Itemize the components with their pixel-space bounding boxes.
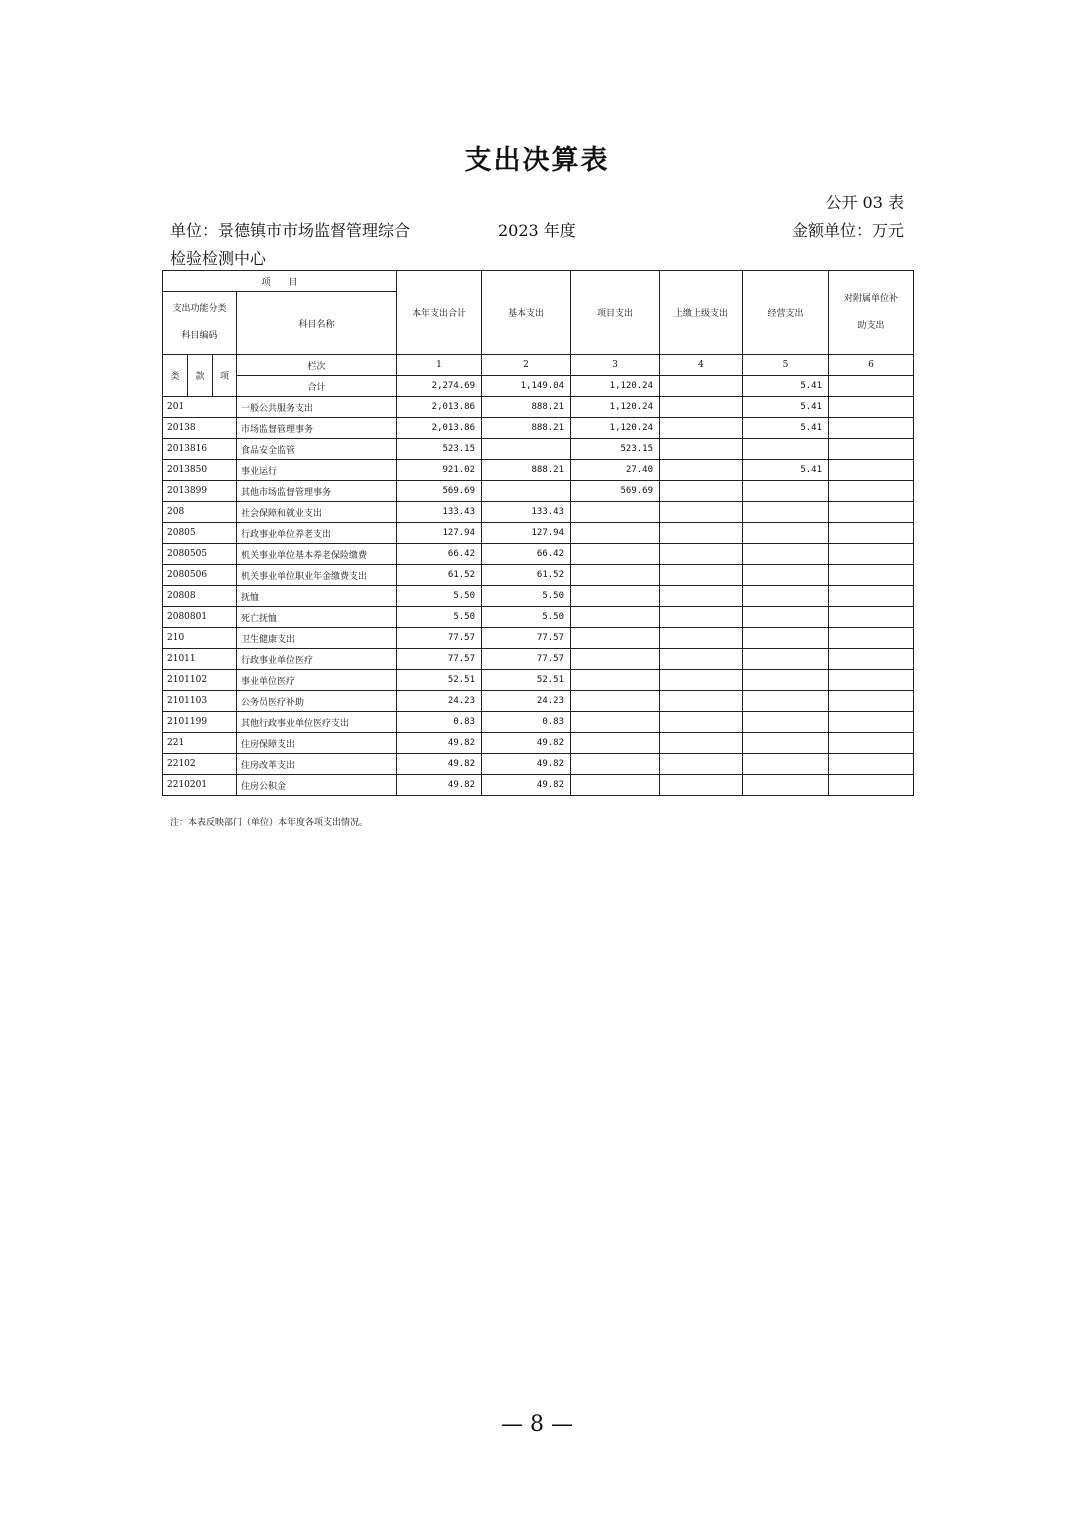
- row-c3: [571, 544, 660, 565]
- row-c5: 5.41: [743, 397, 829, 418]
- table-row: [163, 712, 914, 733]
- row-c6: [829, 544, 914, 565]
- table-row: [163, 439, 914, 460]
- row-c5: [743, 523, 829, 544]
- row-c1: 66.42: [397, 544, 482, 565]
- row-code: 2013850: [163, 460, 237, 481]
- table-row: [163, 397, 914, 418]
- header-row-3: [163, 355, 914, 376]
- table-body: [163, 397, 914, 796]
- row-c6: [829, 607, 914, 628]
- row-c5: [743, 628, 829, 649]
- row-c3: [571, 712, 660, 733]
- row-c2: 0.83: [482, 712, 571, 733]
- row-c6: [829, 691, 914, 712]
- row-code: 2080506: [163, 565, 237, 586]
- table-row: [163, 418, 914, 439]
- expenditure-table: [162, 270, 914, 796]
- total-label: 合计: [237, 376, 397, 397]
- row-name: 事业运行: [237, 460, 397, 481]
- row-c6: [829, 523, 914, 544]
- col-num-5: 5: [743, 355, 829, 376]
- row-code: 21011: [163, 649, 237, 670]
- row-c1: 0.83: [397, 712, 482, 733]
- row-c5: [743, 502, 829, 523]
- table-row: [163, 691, 914, 712]
- row-c4: [660, 565, 743, 586]
- row-c1: 49.82: [397, 733, 482, 754]
- row-c3: [571, 586, 660, 607]
- table-row: [163, 586, 914, 607]
- header-kuan: 款: [188, 355, 213, 397]
- row-c4: [660, 607, 743, 628]
- row-code: 20138: [163, 418, 237, 439]
- row-c6: [829, 754, 914, 775]
- row-c5: [743, 670, 829, 691]
- row-c2: 5.50: [482, 607, 571, 628]
- unit-label-continued: 检验检测中心: [170, 249, 267, 268]
- row-code: 2210201: [163, 775, 237, 796]
- row-c6: [829, 418, 914, 439]
- row-c5: [743, 586, 829, 607]
- row-c4: [660, 733, 743, 754]
- row-c5: [743, 481, 829, 502]
- row-name: 死亡抚恤: [237, 607, 397, 628]
- row-c2: 888.21: [482, 418, 571, 439]
- row-c4: [660, 397, 743, 418]
- row-c5: [743, 754, 829, 775]
- row-c4: [660, 418, 743, 439]
- row-c2: 24.23: [482, 691, 571, 712]
- row-code: 2013816: [163, 439, 237, 460]
- row-code: 208: [163, 502, 237, 523]
- row-c2: 888.21: [482, 397, 571, 418]
- table-row: [163, 628, 914, 649]
- row-code: 2101103: [163, 691, 237, 712]
- row-c6: [829, 775, 914, 796]
- page-number: — 8 —: [501, 1412, 573, 1437]
- row-c4: [660, 544, 743, 565]
- row-c2: 49.82: [482, 733, 571, 754]
- row-c1: 5.50: [397, 607, 482, 628]
- header-lei: 类: [163, 355, 188, 397]
- row-c1: 49.82: [397, 775, 482, 796]
- row-name: 其他行政事业单位医疗支出: [237, 712, 397, 733]
- row-name: 住房改革支出: [237, 754, 397, 775]
- header-lanci: 栏次: [237, 355, 397, 376]
- row-c3: 27.40: [571, 460, 660, 481]
- row-code: 2013899: [163, 481, 237, 502]
- row-name: 行政事业单位养老支出: [237, 523, 397, 544]
- row-c1: 77.57: [397, 628, 482, 649]
- header-col6: [829, 271, 914, 355]
- row-c1: 569.69: [397, 481, 482, 502]
- row-c6: [829, 397, 914, 418]
- row-c3: [571, 670, 660, 691]
- row-c6: [829, 502, 914, 523]
- row-c3: [571, 565, 660, 586]
- total-c3: 1,120.24: [571, 376, 660, 397]
- page-title: 支出决算表: [464, 145, 610, 176]
- row-c2: 49.82: [482, 775, 571, 796]
- row-c4: [660, 628, 743, 649]
- row-c3: [571, 649, 660, 670]
- row-name: 食品安全监管: [237, 439, 397, 460]
- row-c2: 52.51: [482, 670, 571, 691]
- row-c1: 133.43: [397, 502, 482, 523]
- row-c2: 66.42: [482, 544, 571, 565]
- row-c4: [660, 502, 743, 523]
- table-row: [163, 670, 914, 691]
- row-c1: 2,013.86: [397, 397, 482, 418]
- row-c4: [660, 481, 743, 502]
- header-row-1: [163, 271, 914, 292]
- header-subject-code-label: 科目编码: [181, 331, 218, 341]
- row-c3: [571, 691, 660, 712]
- row-c3: [571, 733, 660, 754]
- row-c1: 2,013.86: [397, 418, 482, 439]
- row-code: 210: [163, 628, 237, 649]
- header-func-class: [163, 292, 237, 355]
- row-c6: [829, 586, 914, 607]
- row-c5: [743, 649, 829, 670]
- row-c6: [829, 460, 914, 481]
- header-col5: 经营支出: [743, 271, 829, 355]
- total-row: [163, 376, 914, 397]
- row-c4: [660, 460, 743, 481]
- row-c4: [660, 670, 743, 691]
- header-subject-name: 科目名称: [237, 292, 397, 355]
- row-name: 其他市场监督管理事务: [237, 481, 397, 502]
- row-c2: [482, 481, 571, 502]
- row-name: 住房公积金: [237, 775, 397, 796]
- row-c5: [743, 439, 829, 460]
- row-name: 事业单位医疗: [237, 670, 397, 691]
- row-c6: [829, 649, 914, 670]
- header-col6-line2: 助支出: [857, 320, 885, 331]
- row-c3: [571, 628, 660, 649]
- row-c6: [829, 565, 914, 586]
- row-c3: [571, 502, 660, 523]
- row-c5: 5.41: [743, 418, 829, 439]
- row-c5: [743, 775, 829, 796]
- header-xiang: 项: [213, 355, 237, 397]
- row-c1: 523.15: [397, 439, 482, 460]
- row-name: 一般公共服务支出: [237, 397, 397, 418]
- row-c4: [660, 775, 743, 796]
- money-unit: 金额单位：万元: [791, 221, 904, 240]
- row-c2: 133.43: [482, 502, 571, 523]
- row-name: 卫生健康支出: [237, 628, 397, 649]
- table-row: [163, 754, 914, 775]
- row-c1: 52.51: [397, 670, 482, 691]
- total-c6: [829, 376, 914, 397]
- row-c2: 5.50: [482, 586, 571, 607]
- row-c5: 5.41: [743, 460, 829, 481]
- row-c6: [829, 481, 914, 502]
- col-num-6: 6: [829, 355, 914, 376]
- row-c2: 888.21: [482, 460, 571, 481]
- table-note: 注：本表反映部门（单位）本年度各项支出情况。: [170, 818, 369, 828]
- header-func-class-label: 支出功能分类: [172, 304, 227, 314]
- row-c1: 49.82: [397, 754, 482, 775]
- row-code: 2080801: [163, 607, 237, 628]
- form-number: 公开 03 表: [825, 193, 904, 212]
- row-c3: [571, 754, 660, 775]
- row-code: 22102: [163, 754, 237, 775]
- row-name: 行政事业单位医疗: [237, 649, 397, 670]
- row-name: 市场监督管理事务: [237, 418, 397, 439]
- row-c6: [829, 670, 914, 691]
- row-c5: [743, 733, 829, 754]
- row-c6: [829, 628, 914, 649]
- row-name: 住房保障支出: [237, 733, 397, 754]
- fiscal-year: 2023 年度: [498, 221, 576, 240]
- row-c3: 1,120.24: [571, 418, 660, 439]
- row-code: 20808: [163, 586, 237, 607]
- row-name: 公务员医疗补助: [237, 691, 397, 712]
- col-num-2: 2: [482, 355, 571, 376]
- col-num-3: 3: [571, 355, 660, 376]
- row-code: 2080505: [163, 544, 237, 565]
- row-c1: 61.52: [397, 565, 482, 586]
- row-c4: [660, 712, 743, 733]
- row-c3: 523.15: [571, 439, 660, 460]
- header-col3: 项目支出: [571, 271, 660, 355]
- row-c4: [660, 439, 743, 460]
- row-c4: [660, 754, 743, 775]
- row-c3: [571, 775, 660, 796]
- row-c4: [660, 691, 743, 712]
- row-name: 社会保障和就业支出: [237, 502, 397, 523]
- row-c2: [482, 439, 571, 460]
- total-c4: [660, 376, 743, 397]
- row-c5: [743, 565, 829, 586]
- row-c1: 127.94: [397, 523, 482, 544]
- row-c2: 61.52: [482, 565, 571, 586]
- row-code: 2101102: [163, 670, 237, 691]
- header-col6-line1: 对附属单位补: [844, 293, 899, 304]
- table-row: [163, 565, 914, 586]
- row-c2: 49.82: [482, 754, 571, 775]
- row-c1: 5.50: [397, 586, 482, 607]
- row-code: 2101199: [163, 712, 237, 733]
- row-code: 201: [163, 397, 237, 418]
- header-col4: 上缴上级支出: [660, 271, 743, 355]
- row-c6: [829, 712, 914, 733]
- row-c4: [660, 586, 743, 607]
- header-col1: 本年支出合计: [397, 271, 482, 355]
- row-c5: [743, 712, 829, 733]
- total-c2: 1,149.04: [482, 376, 571, 397]
- header-col2: 基本支出: [482, 271, 571, 355]
- row-c4: [660, 649, 743, 670]
- row-c3: 569.69: [571, 481, 660, 502]
- row-c6: [829, 439, 914, 460]
- col-num-4: 4: [660, 355, 743, 376]
- table-row: [163, 733, 914, 754]
- table-row: [163, 502, 914, 523]
- table-row: [163, 481, 914, 502]
- row-c5: [743, 691, 829, 712]
- table-row: [163, 775, 914, 796]
- row-name: 抚恤: [237, 586, 397, 607]
- row-c1: 77.57: [397, 649, 482, 670]
- col-num-1: 1: [397, 355, 482, 376]
- table-row: [163, 544, 914, 565]
- row-c2: 77.57: [482, 649, 571, 670]
- row-c1: 921.02: [397, 460, 482, 481]
- row-c1: 24.23: [397, 691, 482, 712]
- total-c1: 2,274.69: [397, 376, 482, 397]
- table-row: [163, 523, 914, 544]
- row-code: 20805: [163, 523, 237, 544]
- row-name: 机关事业单位职业年金缴费支出: [237, 565, 397, 586]
- row-c2: 127.94: [482, 523, 571, 544]
- total-c5: 5.41: [743, 376, 829, 397]
- row-c6: [829, 733, 914, 754]
- table-row: [163, 607, 914, 628]
- row-name: 机关事业单位基本养老保险缴费: [237, 544, 397, 565]
- row-c4: [660, 523, 743, 544]
- table-row: [163, 460, 914, 481]
- header-item: 项 目: [163, 271, 397, 292]
- table-row: [163, 649, 914, 670]
- row-c3: [571, 607, 660, 628]
- row-c2: 77.57: [482, 628, 571, 649]
- row-c5: [743, 607, 829, 628]
- row-c5: [743, 544, 829, 565]
- row-code: 221: [163, 733, 237, 754]
- unit-label: 单位：景德镇市市场监督管理综合: [170, 221, 411, 240]
- row-c3: [571, 523, 660, 544]
- row-c3: 1,120.24: [571, 397, 660, 418]
